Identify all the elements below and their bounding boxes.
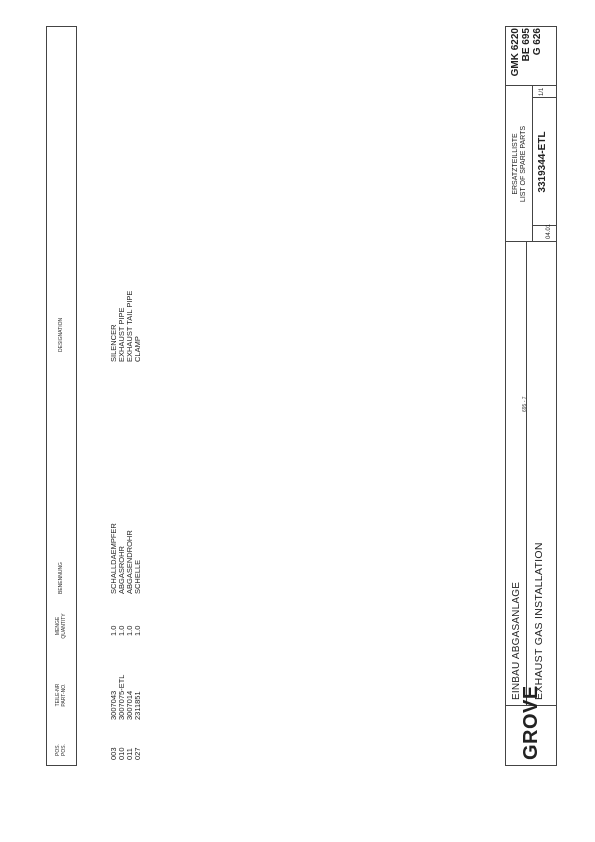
row-qty: 1.0 <box>133 625 142 636</box>
list-row-divider <box>532 86 533 242</box>
list-label-english: LIST OF SPARE PARTS <box>520 125 527 203</box>
table-header-frame <box>46 26 76 766</box>
title-german: EINBAU ABGASANLAGE <box>511 581 522 700</box>
document-number: 3319344-ETL <box>537 131 548 193</box>
page-reference: 695 - 7 <box>522 396 528 412</box>
row-qty: 1.0 <box>117 625 126 636</box>
row-part-no: 3007014 <box>125 690 134 720</box>
row-designation: SILENCER <box>109 324 118 362</box>
row-pos: 010 <box>117 747 126 760</box>
row-qty: 1.0 <box>109 625 118 636</box>
column-header-designation: DESIGNATION <box>58 317 64 352</box>
row-part-no: 3007075-ETL <box>117 674 126 720</box>
model-line-2: BE 695 <box>521 28 532 62</box>
model-line-3: G 626 <box>532 28 543 56</box>
column-header-quantity: MENGE QUANTITY <box>55 613 67 639</box>
row-pos: 027 <box>133 747 142 760</box>
row-pos: 011 <box>125 748 134 760</box>
row-name-de: ABGASENDROHR <box>125 530 134 594</box>
title-row-divider <box>526 242 527 706</box>
sheet-number: 1/1 <box>539 87 545 96</box>
row-name-de: SCHALLDAEMPFER <box>109 523 118 594</box>
list-label-german: ERSATZTEILLISTE <box>512 133 519 195</box>
row-qty: 1.0 <box>125 625 134 636</box>
column-header-part-no: TEILE-NR PART-NO. <box>55 683 67 707</box>
column-header-name-de: BENENNUNG <box>58 562 64 594</box>
row-pos: 003 <box>109 747 118 760</box>
issue-date: 04.01 <box>546 223 552 239</box>
row-designation: EXHAUST TAIL PIPE <box>125 290 134 362</box>
header-divider <box>76 26 77 766</box>
title-english: EXHAUST GAS INSTALLATION <box>533 542 545 700</box>
row-name-de: SCHELLE <box>133 559 142 594</box>
row-designation: CLAMP <box>133 336 142 362</box>
column-header-pos: POS. POS. <box>55 744 67 756</box>
row-part-no: 3007043 <box>109 690 118 720</box>
row-designation: EXHAUST PIPE <box>117 307 126 362</box>
row-part-no: 2311851 <box>133 691 142 720</box>
model-designation <box>510 28 543 86</box>
model-line-1: GMK 6220 <box>510 28 521 77</box>
grove-logo: GROVE <box>520 685 542 760</box>
row-name-de: ABGASROHR <box>117 546 126 594</box>
